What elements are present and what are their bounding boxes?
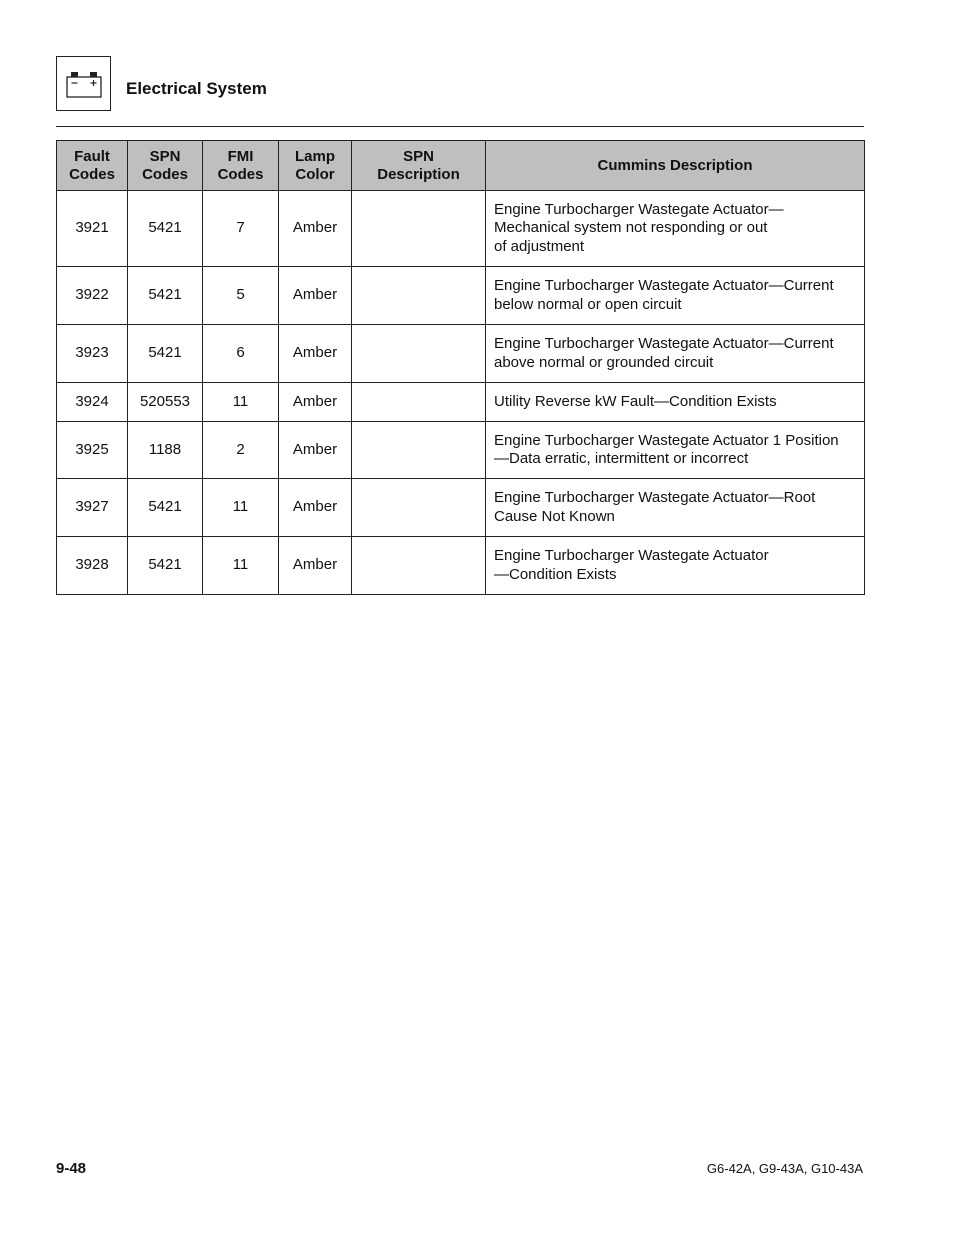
spn-code-cell: 5421 [128,191,203,267]
fault-code-cell: 3927 [57,479,128,537]
lamp-color-cell: Amber [279,383,352,422]
cummins-description-cell: Engine Turbocharger Wastegate Actuator —Condition Exists [486,537,865,595]
column-header-cummins-description: Cummins Description [486,141,865,191]
table-row [57,191,865,267]
column-header-fault-codes: Fault Codes [57,141,128,191]
battery-icon [65,69,105,99]
table-row [57,422,865,479]
fault-code-cell: 3925 [57,422,128,479]
spn-description-cell [352,191,486,267]
lamp-color-cell: Amber [279,422,352,479]
fault-code-cell: 3921 [57,191,128,267]
cummins-description-cell: Engine Turbocharger Wastegate Actuator 1 Position —Data erratic, intermittent or incorrect [486,422,865,479]
lamp-color-cell: Amber [279,325,352,383]
fault-code-cell: 3928 [57,537,128,595]
spn-description-cell [352,537,486,595]
table-row [57,537,865,595]
spn-code-cell: 5421 [128,537,203,595]
spn-description-cell [352,325,486,383]
spn-code-cell: 520553 [128,383,203,422]
spn-code-cell: 5421 [128,325,203,383]
table-row [57,267,865,325]
lamp-color-cell: Amber [279,191,352,267]
fmi-code-cell: 11 [203,537,279,595]
fault-code-cell: 3923 [57,325,128,383]
spn-description-cell [352,267,486,325]
fmi-code-cell: 11 [203,383,279,422]
fmi-code-cell: 6 [203,325,279,383]
column-header-spn-description: SPN Description [352,141,486,191]
table-row [57,479,865,537]
spn-code-cell: 1188 [128,422,203,479]
cummins-description-cell: Engine Turbocharger Wastegate Actuator— Mechanical system not responding or out of adjustment [486,191,865,267]
column-header-lamp-color: Lamp Color [279,141,352,191]
fmi-code-cell: 7 [203,191,279,267]
spn-code-cell: 5421 [128,267,203,325]
lamp-color-cell: Amber [279,267,352,325]
fmi-code-cell: 5 [203,267,279,325]
spn-description-cell [352,479,486,537]
cummins-description-cell: Engine Turbocharger Wastegate Actuator—Current below normal or open circuit [486,267,865,325]
header-divider [56,126,864,127]
model-list: G6-42A, G9-43A, G10-43A [706,1161,863,1176]
cummins-description-cell: Engine Turbocharger Wastegate Actuator—Current above normal or grounded circuit [486,325,865,383]
spn-description-cell [352,383,486,422]
fault-code-cell: 3922 [57,267,128,325]
lamp-color-cell: Amber [279,479,352,537]
fmi-code-cell: 11 [203,479,279,537]
fmi-code-cell: 2 [203,422,279,479]
column-header-spn-codes: SPN Codes [128,141,203,191]
page-number: 9-48 [56,1160,87,1177]
fault-code-table [56,140,865,595]
cummins-description-cell: Utility Reverse kW Fault—Condition Exists [486,383,865,422]
cummins-description-cell: Engine Turbocharger Wastegate Actuator—Root Cause Not Known [486,479,865,537]
section-icon-box [56,56,111,111]
table-row [57,325,865,383]
table-row [57,383,865,422]
spn-code-cell: 5421 [128,479,203,537]
spn-description-cell [352,422,486,479]
column-header-fmi-codes: FMI Codes [203,141,279,191]
lamp-color-cell: Amber [279,537,352,595]
section-title: Electrical System [126,79,267,98]
fault-code-cell: 3924 [57,383,128,422]
table-header-row [57,141,865,191]
